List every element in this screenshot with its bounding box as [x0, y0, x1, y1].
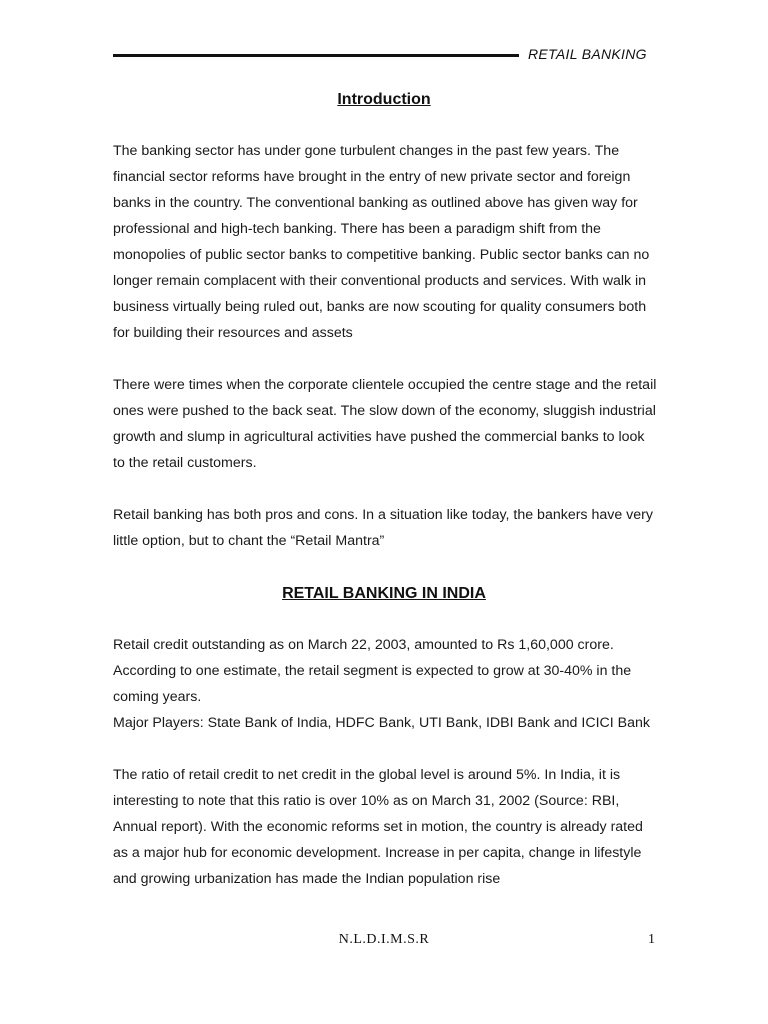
india-paragraph-1: Retail credit outstanding as on March 22, 2003, amounted to Rs 1,60,000 crore. According to one estimate, the retail segment is expected to grow at 30-40% in the coming years. [113, 637, 632, 705]
intro-paragraph-1: The banking sector has under gone turbulent changes in the past few years. The financial sector reforms have brought in the entry of new private sector and foreign banks in the country. The conventional banking as outlined above has given way for professional and high-tech banking. There has been a paradigm shift from the monopolies of public sector banks to competitive banking. Public sector banks can no longer remain complacent with their conventional products and services. With walk in business virtually being ruled out, banks are now scouting for quality consumers both for building their resources and assets [113, 143, 650, 341]
intro-paragraph-2: There were times when the corporate clientele occupied the centre stage and the retail ones were pushed to the back seat. The slow down of the economy, sluggish industrial growth and slump in agricultural activities have pushed the commercial banks to look to the retail customers. [113, 377, 657, 471]
header-rule [113, 54, 519, 57]
india-paragraph-2: Major Players: State Bank of India, HDFC Bank, UTI Bank, IDBI Bank and ICICI Bank [113, 715, 650, 731]
section-heading-introduction: Introduction [337, 91, 431, 108]
footer-page-number: 1 [648, 932, 655, 947]
running-header-title: RETAIL BANKING [528, 46, 647, 62]
footer-institution: N.L.D.I.M.S.R [338, 932, 430, 947]
intro-paragraph-3: Retail banking has both pros and cons. In a situation like today, the bankers have very little option, but to chant the “Retail Mantra” [113, 507, 653, 549]
india-paragraph-3: The ratio of retail credit to net credit in the global level is around 5%. In India, it is interesting to note that this ratio is over 10% as on March 31, 2002 (Source: RBI, Annual report). With the economic reforms set in motion, the country is already rated as a major hub for economic development. Increase in per capita, change in lifestyle and growing urbanization has made the Indian population rise [113, 767, 643, 887]
section-heading-retail-banking-india: RETAIL BANKING IN INDIA [282, 585, 486, 602]
